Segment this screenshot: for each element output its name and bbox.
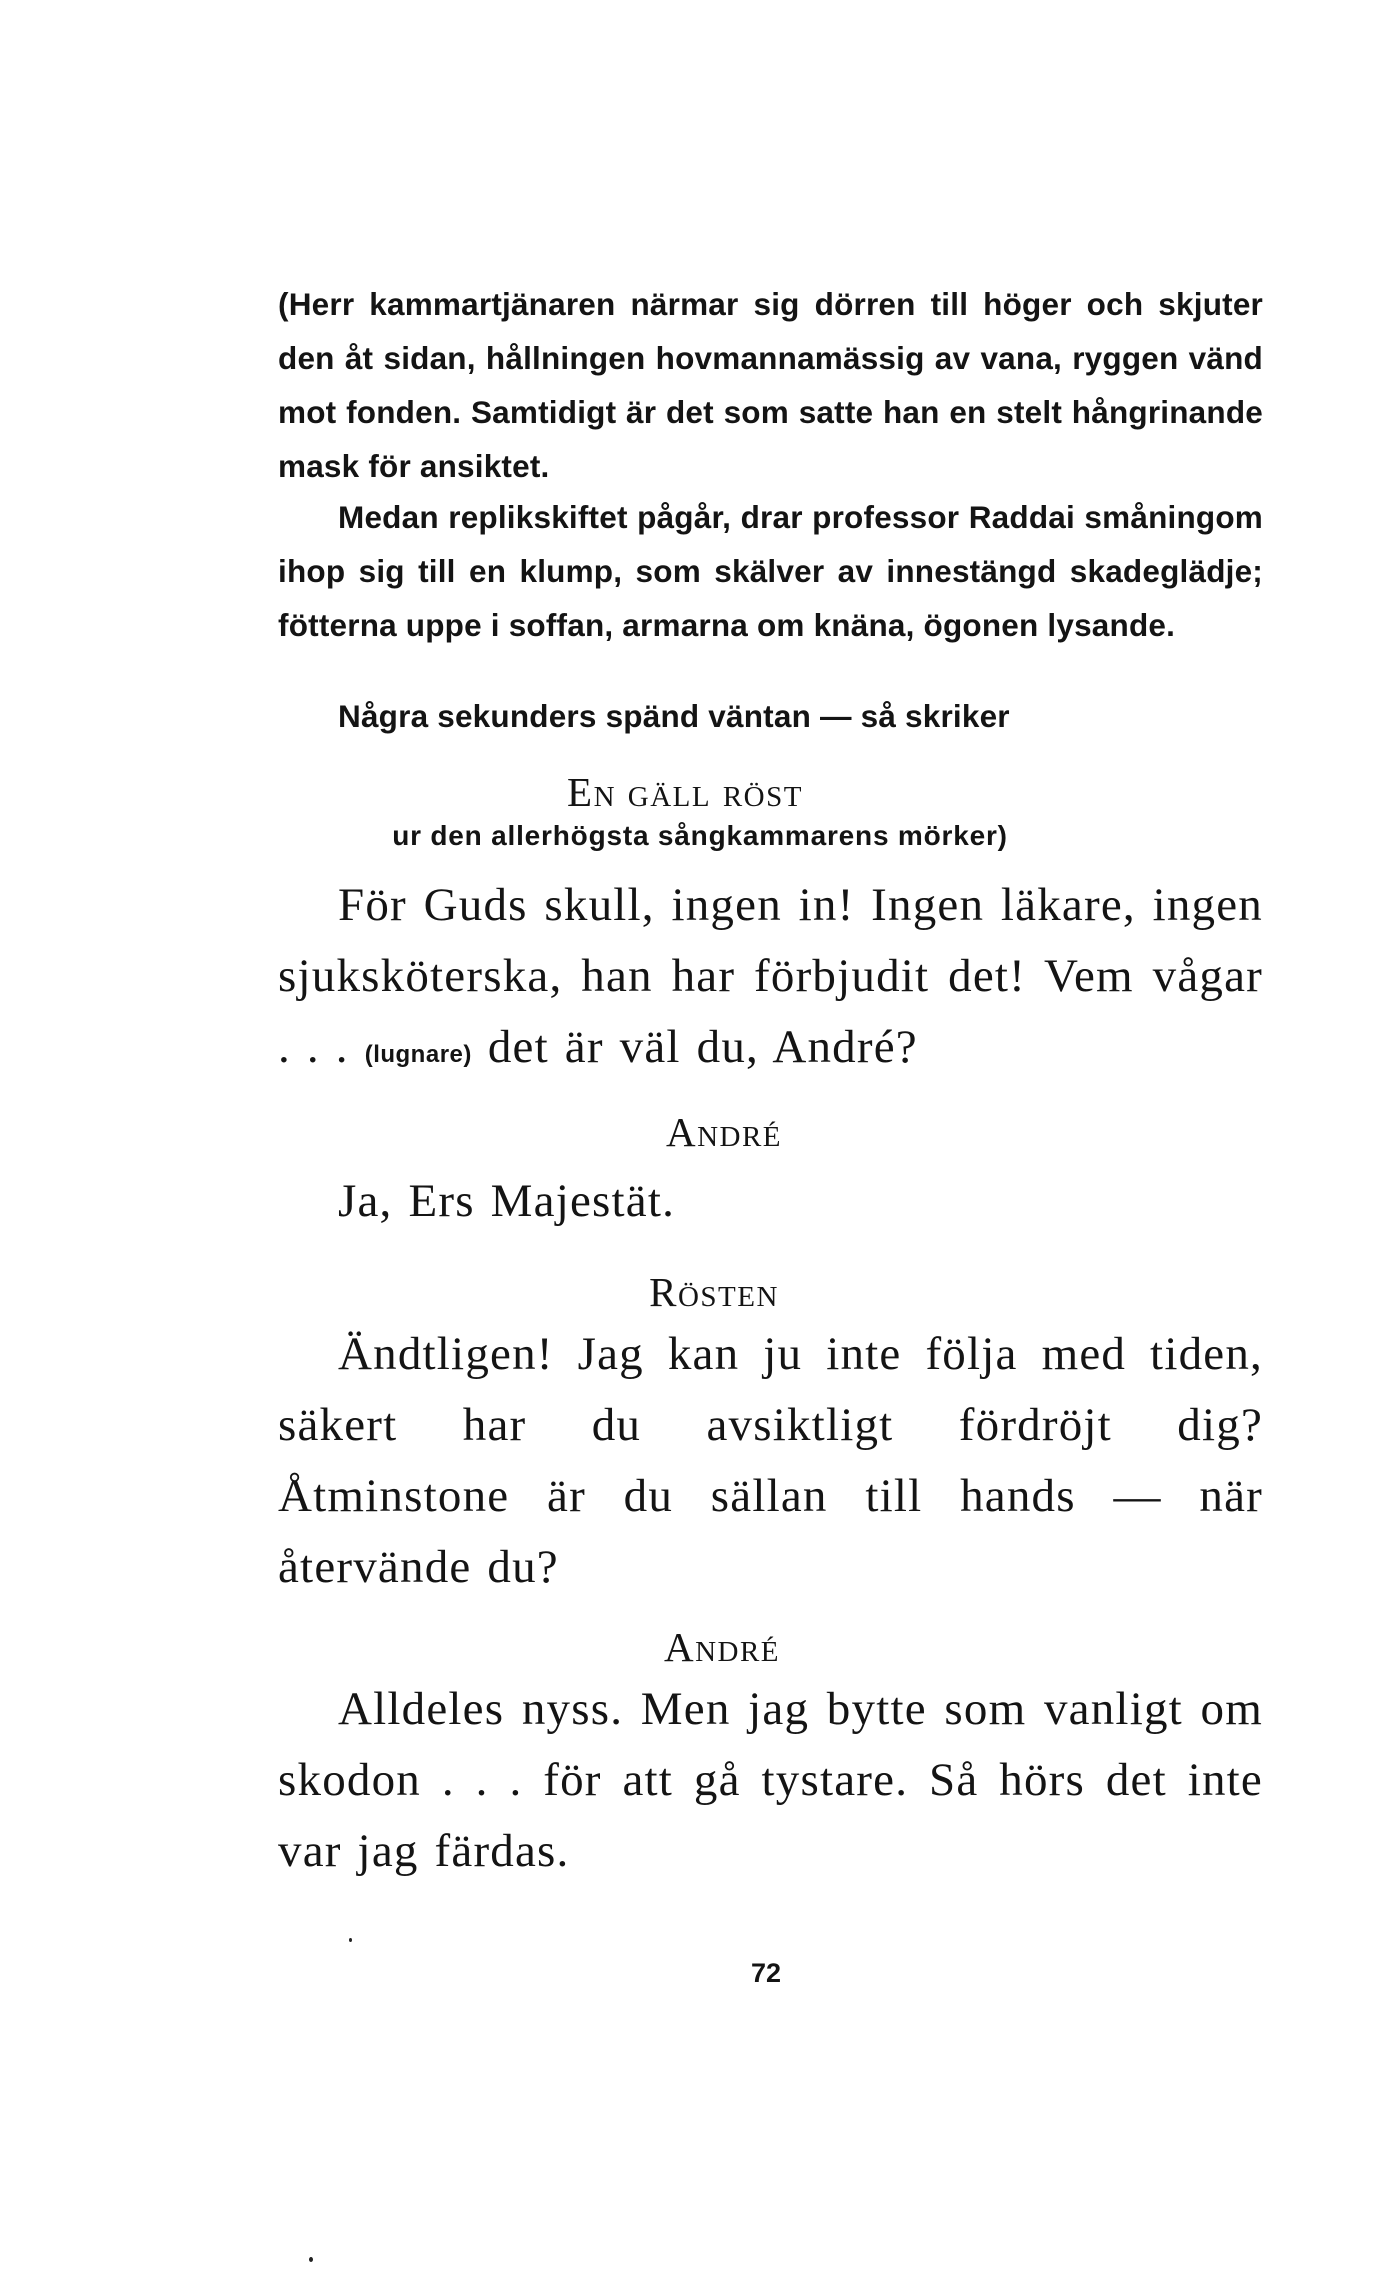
speaker-name: André — [665, 1109, 783, 1155]
dialogue-line: Alldeles nyss. Men jag bytte som vanligt om skodon . . . för att gå tystare. Så hörs det inte var jag färdas. — [278, 1683, 1263, 1877]
print-speck — [309, 2257, 313, 2262]
stage-direction: Några sekunders spänd väntan — så skriker — [338, 698, 1010, 734]
page-number: 72 — [750, 1958, 782, 1988]
inline-stage-direction: (lugnare) — [364, 1041, 472, 1068]
stage-direction: (Herr kammartjänaren närmar sig dörren till höger och skjuter den åt sidan, hållningen hovmannamässig av vana, ryggen vänd mot fonden. Samtidigt är det som satte han en stelt hångrinande mask för ansiktet. — [278, 286, 1263, 484]
stage-direction: Medan replikskiftet pågår, drar professor Raddai småningom ihop sig till en klump, som skälver av innestängd skadeglädje; fötterna uppe i soffan, armarna om knäna, ögonen lysande. — [278, 499, 1263, 643]
dialogue-text: För Guds skull, ingen in! Ingen läkare, ingen sjuksköterska, han har förbjudit det! Vem vågar . . . — [278, 879, 1263, 1073]
dialogue-text: det är väl du, André? — [487, 1021, 918, 1073]
speaker-name: André — [663, 1624, 781, 1670]
print-speck — [349, 1938, 352, 1942]
speaker-name: En gäll röst — [567, 769, 803, 815]
dialogue-line: Ja, Ers Majestät. — [338, 1175, 676, 1227]
speaker-name: Rösten — [649, 1269, 779, 1315]
dialogue-line — [278, 870, 1263, 1090]
stage-direction-parenthetical: ur den allerhögsta sångkammarens mörker) — [392, 820, 1008, 851]
dialogue-line: Ändtligen! Jag kan ju inte följa med tiden, säkert har du avsiktligt fördröjt dig? Åtminstone är du sällan till hands — när återvände du? — [278, 1328, 1263, 1593]
